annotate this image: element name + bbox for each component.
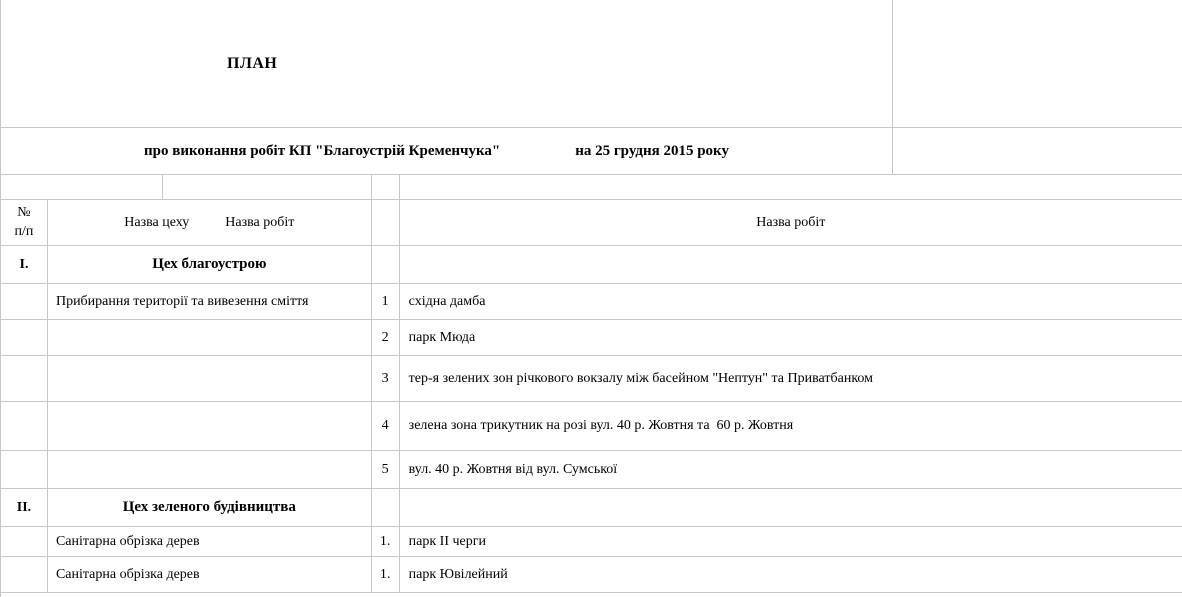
item-number-cell: 1. (372, 527, 400, 557)
work-name-cell (48, 320, 372, 356)
document-subtitle: про виконання робіт КП "Благоустрій Кременчука" (144, 142, 501, 159)
row-number-cell: II. (1, 489, 48, 527)
work-name-cell: Прибирання території та вивезення сміття (48, 284, 372, 320)
spacer-cell-1 (1, 175, 163, 200)
row-number-cell (1, 402, 48, 451)
row-number-cell: I. (1, 246, 48, 284)
table-row (1, 527, 1182, 557)
item-number-cell: 2 (372, 320, 400, 356)
location-cell: тер-я зелених зон річкового вокзалу між басейном "Нептун" та Приватбанком (400, 356, 1182, 402)
item-number-cell (372, 489, 400, 527)
work-name-cell: Санітарна обрізка дерев (48, 557, 372, 593)
header-shop-label: Назва цеху (124, 214, 190, 230)
table-row (1, 451, 1182, 489)
row-number-cell (1, 527, 48, 557)
spacer-cell-4 (400, 175, 1182, 200)
table-row (1, 402, 1182, 451)
item-number-cell: 3 (372, 356, 400, 402)
subtitle-side-cell (893, 128, 1182, 175)
document-date: на 25 грудня 2015 року (575, 142, 729, 159)
table-row (1, 320, 1182, 356)
title-side-cell (893, 0, 1182, 128)
work-name-cell (48, 356, 372, 402)
table-row (1, 284, 1182, 320)
spacer-cell-3 (372, 175, 400, 200)
item-number-cell: 5 (372, 451, 400, 489)
header-num-cell (1, 200, 48, 246)
item-number-cell (372, 246, 400, 284)
header-works-cell (400, 200, 1182, 246)
subtitle-cell (1, 128, 893, 175)
section-title-cell: Цех зеленого будівництва (48, 489, 372, 527)
header-num-line2: п/п (14, 223, 34, 239)
work-name-cell (48, 451, 372, 489)
header-works-label: Назва робіт (756, 214, 826, 230)
work-name-cell (48, 402, 372, 451)
location-cell: парк Ювілейний (400, 557, 1182, 593)
work-name-cell: Санітарна обрізка дерев (48, 527, 372, 557)
row-number-cell (1, 356, 48, 402)
location-cell: східна дамба (400, 284, 1182, 320)
location-cell: парк II черги (400, 527, 1182, 557)
title-row (1, 0, 1182, 128)
section-title-cell: Цех благоустрою (48, 246, 372, 284)
table-row (1, 356, 1182, 402)
item-number-cell: 1 (372, 284, 400, 320)
row-number-cell (1, 451, 48, 489)
table-header-row (1, 200, 1182, 246)
table-row (1, 246, 1182, 284)
spacer-cell-2 (163, 175, 372, 200)
location-cell: вул. 40 р. Жовтня від вул. Сумської (400, 451, 1182, 489)
location-cell: зелена зона трикутник на розі вул. 40 р. Жовтня та 60 р. Жовтня (400, 402, 1182, 451)
document-title: ПЛАН (227, 54, 278, 72)
row-number-cell (1, 557, 48, 593)
subtitle-row (1, 128, 1182, 175)
item-number-cell: 4 (372, 402, 400, 451)
location-cell: парк Мюда (400, 320, 1182, 356)
row-number-cell (1, 284, 48, 320)
table-row (1, 489, 1182, 527)
header-item-cell (372, 200, 400, 246)
location-cell (400, 246, 1182, 284)
title-cell (1, 0, 893, 128)
row-number-cell (1, 320, 48, 356)
header-works-label-left: Назва робіт (225, 214, 295, 230)
location-cell (400, 489, 1182, 527)
spacer-row (1, 175, 1182, 200)
header-shop-cell (48, 200, 372, 246)
header-num-line1: № (17, 204, 31, 220)
table-row (1, 557, 1182, 593)
item-number-cell: 1. (372, 557, 400, 593)
